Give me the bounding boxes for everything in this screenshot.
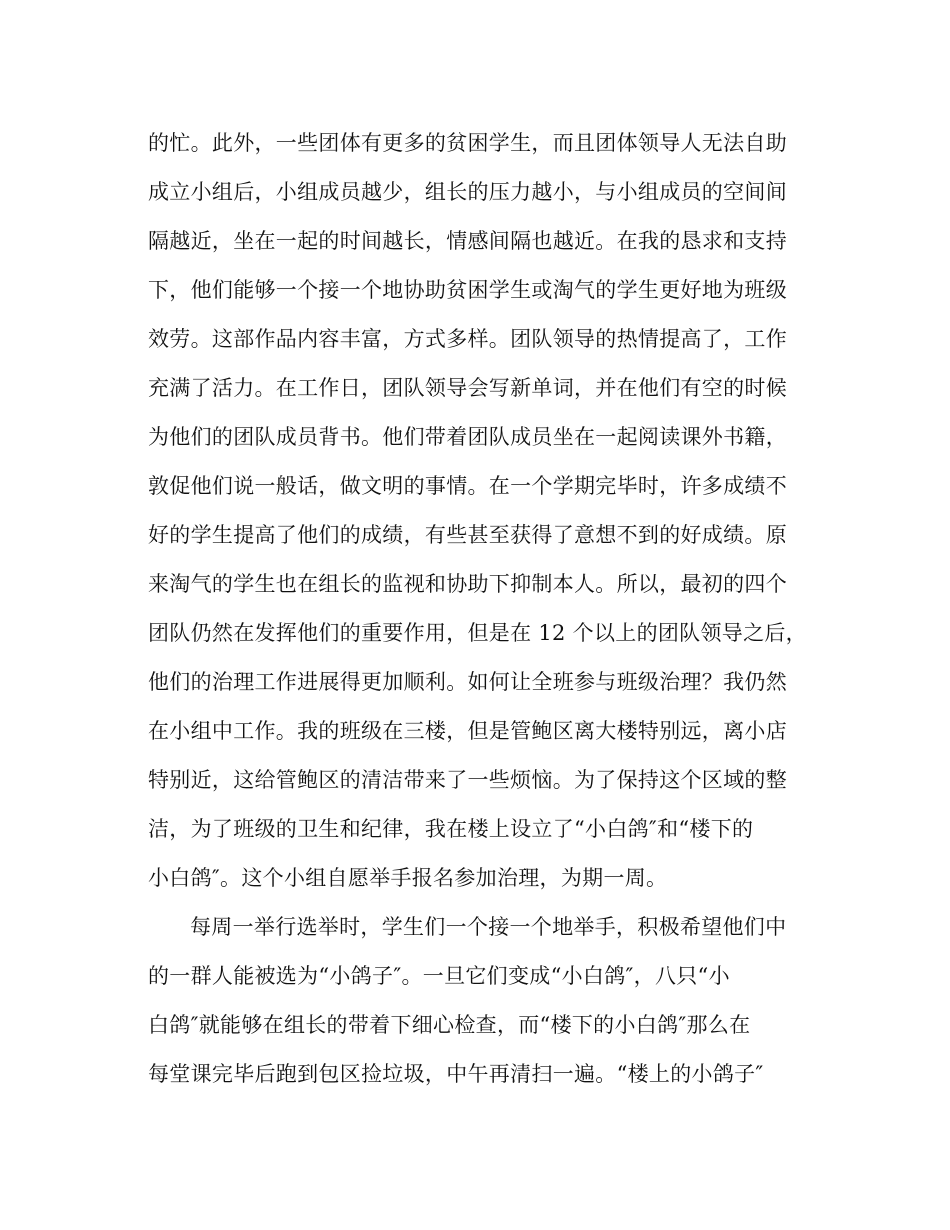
text-line: 为他们的团队成员背书。他们带着团队成员坐在一起阅读课外书籍， <box>148 425 787 449</box>
text-line: 在小组中工作。我的班级在三楼，但是管鲍区离大楼特别远，离小店 <box>148 719 787 743</box>
text-line: 白鸽″就能够在组长的带着下细心检查，而“楼下的小白鸽″那么在 <box>148 1013 751 1037</box>
text-line: 隔越近，坐在一起的时间越长，情感间隔也越近。在我的恳求和支持 <box>148 229 787 253</box>
text-line: 特别近，这给管鲍区的清洁带来了一些烦恼。为了保持这个区域的整 <box>148 768 787 792</box>
text-line: 敦促他们说一般话，做文明的事情。在一个学期完毕时，许多成绩不 <box>148 474 787 498</box>
text-line: 下，他们能够一个接一个地协助贫困学生或淘气的学生更好地为班级 <box>148 278 787 302</box>
text-line: 来淘气的学生也在组长的监视和协助下抑制本人。所以，最初的四个 <box>148 572 787 596</box>
text-line: 效劳。这部作品内容丰富，方式多样。团队领导的热情提高了，工作 <box>148 327 787 351</box>
text-line: 充满了活力。在工作日，团队领导会写新单词，并在他们有空的时候 <box>148 376 787 400</box>
text-line: 他们的治理工作进展得更加顺利。如何让全班参与班级治理？我仍然 <box>148 670 787 694</box>
text-line: 的一群人能被选为“小鸽子″。一旦它们变成“小白鸽″，八只“小 <box>148 964 730 988</box>
text-line: 好的学生提高了他们的成绩，有些甚至获得了意想不到的好成绩。原 <box>148 523 787 547</box>
text-line: 团队仍然在发挥他们的重要作用，但是在 12 个以上的团队领导之后， <box>148 621 807 645</box>
text-line: 的忙。此外，一些团体有更多的贫困学生，而且团体领导人无法自助 <box>148 131 787 155</box>
text-line: 小白鸽″。这个小组自愿举手报名参加治理，为期一周。 <box>148 866 668 890</box>
text-line: 成立小组后，小组成员越少，组长的压力越小，与小组成员的空间间 <box>148 180 787 204</box>
text-line: 洁，为了班级的卫生和纪律，我在楼上设立了“小白鸽″和“楼下的 <box>148 817 754 841</box>
paragraph-first-line: 每周一举行选举时，学生们一个接一个地举手，积极希望他们中 <box>190 915 787 939</box>
text-line: 每堂课完毕后跑到包区捡垃圾，中午再清扫一遍。“楼上的小鸽子″ <box>148 1062 764 1086</box>
